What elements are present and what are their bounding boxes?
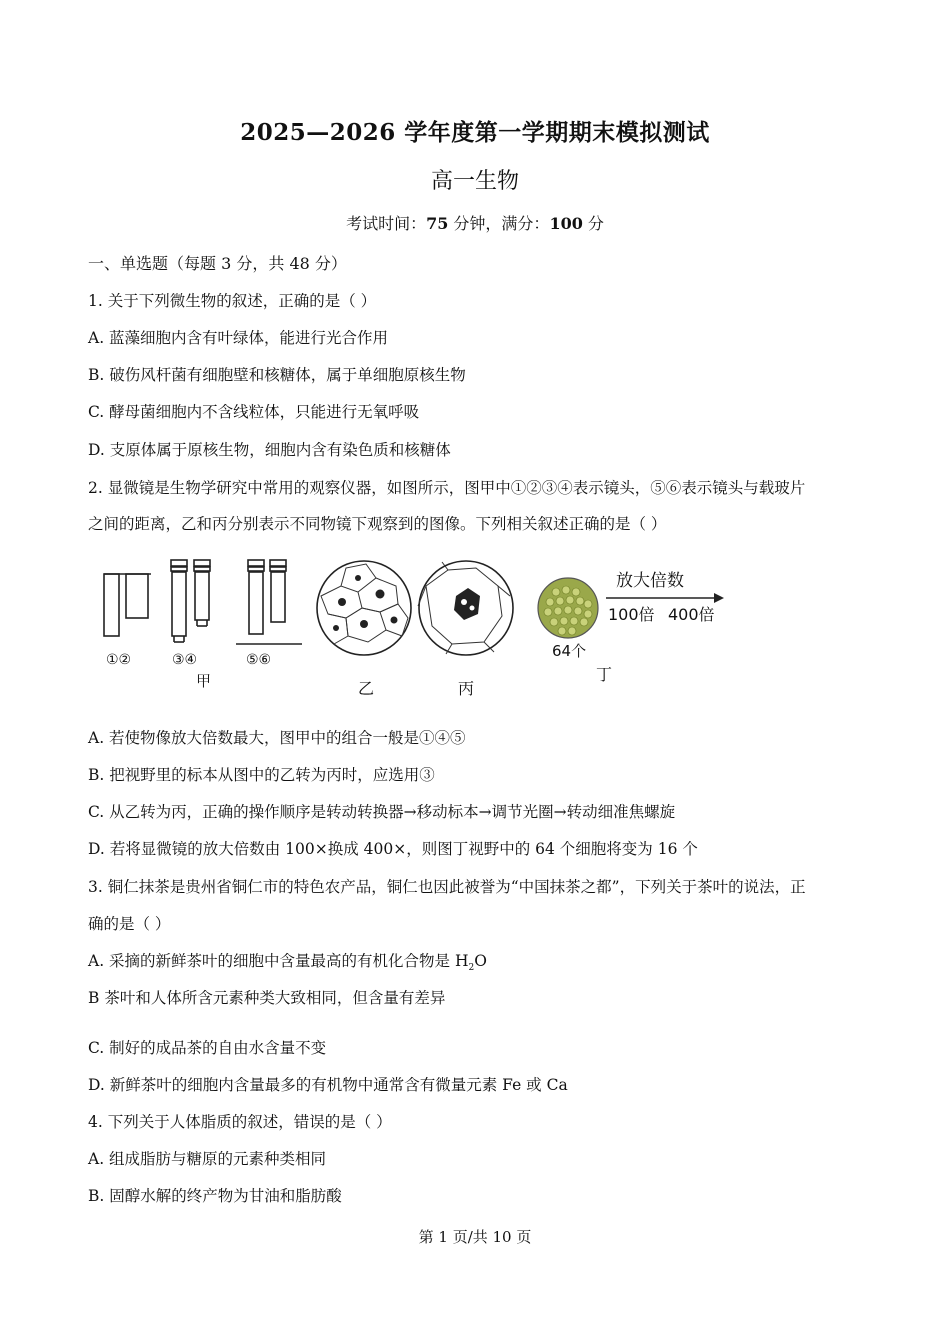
mag-from-label: 100倍 — [608, 605, 655, 624]
exam-title: 2025—2026 学年度第一学期期末模拟测试 — [240, 119, 710, 146]
full-score-unit: 分 — [582, 214, 604, 233]
full-score-value: 100 — [549, 214, 583, 233]
exam-time-unit: 分钟，满分： — [448, 214, 550, 233]
q2-stem-line2: 之间的距离，乙和丙分别表示不同物镜下观察到的图像。下列相关叙述正确的是（ ） — [88, 515, 667, 533]
q3-option-b: B 茶叶和人体所含元素种类大致相同，但含量有差异 — [88, 989, 446, 1007]
mag-to-label: 400倍 — [668, 605, 715, 624]
q4-option-a: A. 组成脂肪与糖原的元素种类相同 — [88, 1150, 327, 1168]
lens-4-icon — [194, 560, 210, 626]
q3-option-a-subscript: 2 — [468, 963, 475, 974]
q1-option-a: A. 蓝藻细胞内含有叶绿体，能进行光合作用 — [88, 329, 389, 347]
view-bing-icon — [418, 561, 513, 655]
lens-3-icon — [171, 560, 187, 642]
q3-stem-line1: 3. 铜仁抹茶是贵州省铜仁市的特色农产品，铜仁也因此被誉为“中国抹茶之都”，下列关于茶叶的说法，正 — [88, 878, 806, 896]
q4-stem: 4. 下列关于人体脂质的叙述，错误的是（ ） — [88, 1113, 392, 1131]
q3-option-c: C. 制好的成品茶的自由水含量不变 — [88, 1039, 327, 1057]
q2-option-b: B. 把视野里的标本从图中的乙转为丙时，应选用③ — [88, 766, 435, 784]
microscope-figure — [96, 556, 736, 704]
distance-5-6-icon — [236, 560, 302, 644]
q4-option-b: B. 固醇水解的终产物为甘油和脂肪酸 — [88, 1187, 342, 1205]
page-footer: 第 1 页/共 10 页 — [418, 1228, 532, 1246]
exam-time-label: 考试时间： — [346, 214, 427, 233]
exam-info — [0, 211, 950, 234]
q3-option-a-suffix: O — [474, 952, 487, 970]
q2-stem-line1: 2. 显微镜是生物学研究中常用的观察仪器，如图所示，图甲中①②③④表示镜头，⑤⑥表示镜头与载玻片 — [88, 479, 806, 497]
q1-option-b: B. 破伤风杆菌有细胞壁和核糖体，属于单细胞原核生物 — [88, 366, 466, 384]
microscope-figure-svg — [96, 556, 736, 704]
cell-count-label: 64个 — [552, 642, 587, 660]
view-yi-icon — [317, 561, 411, 655]
label-yi: 乙 — [358, 679, 375, 698]
exam-time-value: 75 — [426, 214, 449, 233]
arrow-label: 放大倍数 — [616, 571, 684, 591]
view-ding-icon — [538, 578, 598, 638]
exam-subtitle: 高一生物 — [430, 169, 519, 194]
section-heading: 一、单选题（每题 3 分，共 48 分） — [88, 254, 347, 273]
q3-option-a-text: A. 采摘的新鲜茶叶的细胞中含量最高的有机化合物是 H — [88, 952, 469, 970]
label-lens-34: ③④ — [172, 652, 198, 668]
q1-option-d: D. 支原体属于原核生物，细胞内含有染色质和核糖体 — [88, 441, 451, 459]
q3-option-a — [88, 949, 487, 973]
q2-option-c: C. 从乙转为丙，正确的操作顺序是转动转换器→移动标本→调节光圈→转动细准焦螺旋 — [88, 803, 676, 821]
label-distance-56: ⑤⑥ — [246, 652, 272, 668]
magnification-arrow-icon — [606, 593, 724, 603]
q1-option-c: C. 酵母菌细胞内不含线粒体，只能进行无氧呼吸 — [88, 403, 420, 421]
label-ding: 丁 — [596, 665, 613, 684]
q3-stem-line2: 确的是（ ） — [88, 915, 171, 933]
lens-1-icon — [104, 574, 119, 636]
label-lens-12: ①② — [106, 652, 132, 668]
q2-option-d: D. 若将显微镜的放大倍数由 100×换成 400×，则图丁视野中的 64 个细胞将变为 16 个 — [88, 840, 698, 858]
label-jia: 甲 — [196, 672, 212, 690]
label-bing: 丙 — [458, 679, 475, 698]
q2-option-a: A. 若使物像放大倍数最大，图甲中的组合一般是①④⑤ — [88, 729, 466, 747]
q3-option-d: D. 新鲜茶叶的细胞内含量最多的有机物中通常含有微量元素 Fe 或 Ca — [88, 1076, 568, 1094]
lens-2-icon — [126, 574, 148, 618]
q1-stem: 1. 关于下列微生物的叙述，正确的是（ ） — [88, 292, 377, 310]
